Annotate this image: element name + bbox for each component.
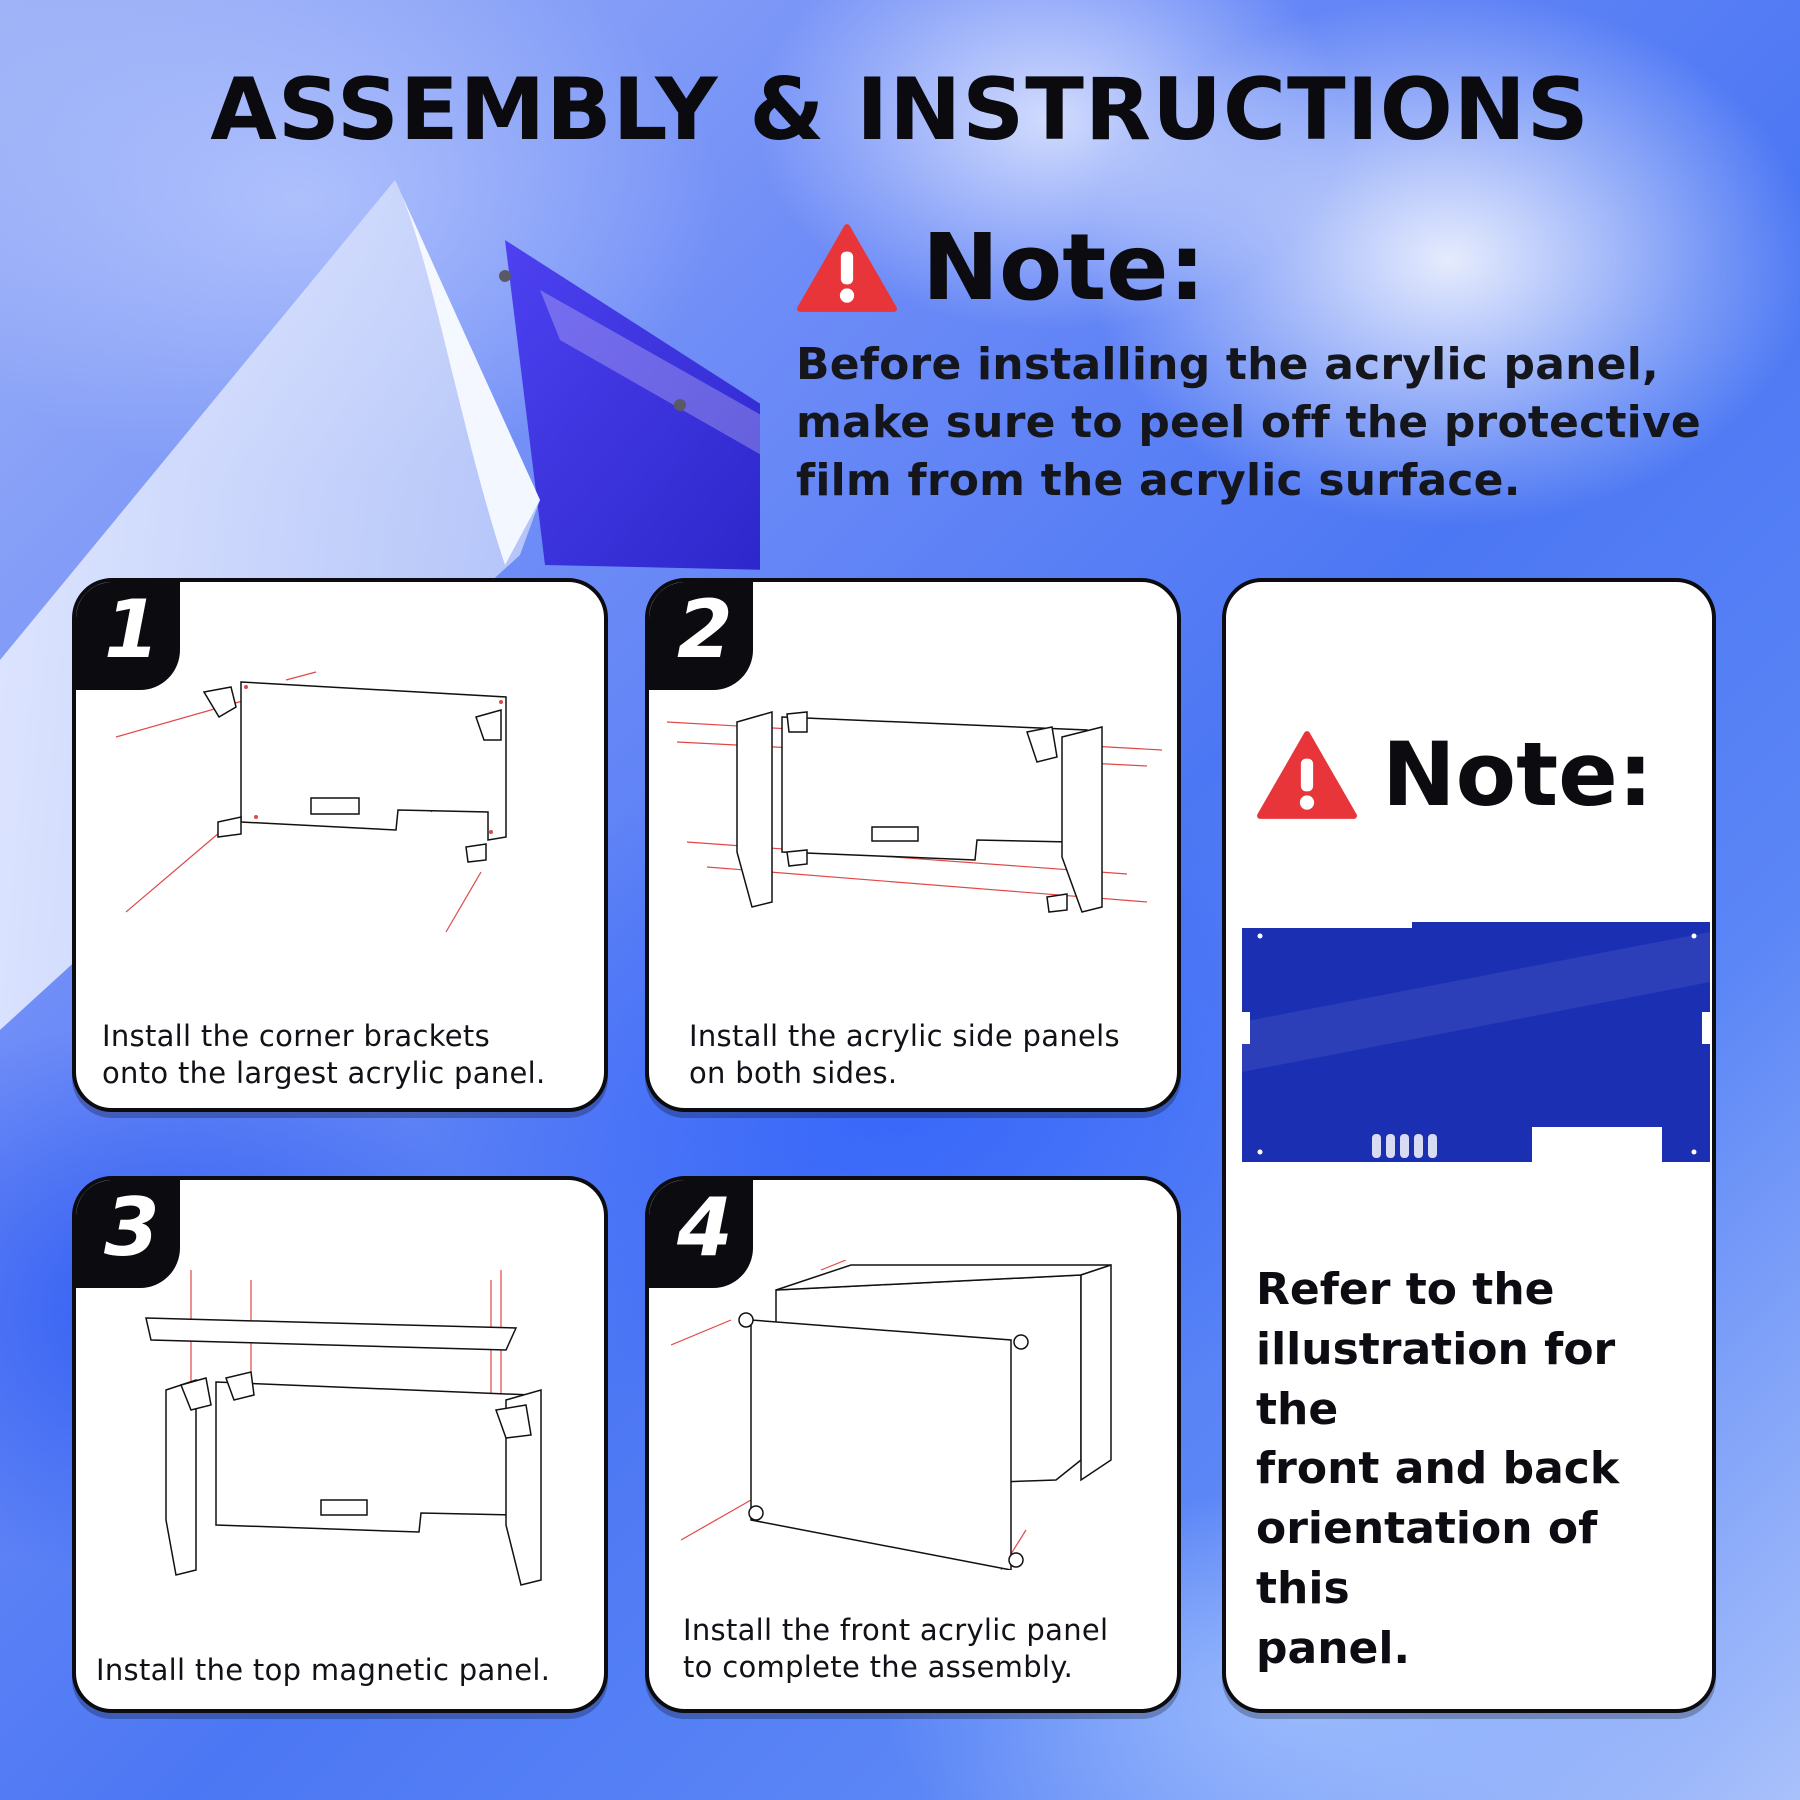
step-caption: Install the front acrylic panel to complete the assembly. [683, 1613, 1109, 1685]
note-section [796, 214, 1756, 510]
step-caption: Install the acrylic side panels on both sides. [689, 1019, 1120, 1091]
step-card-4 [645, 1176, 1181, 1713]
step-card-3 [72, 1176, 608, 1713]
blue-acrylic-panel-illustration [1242, 922, 1710, 1166]
step-card-2 [645, 578, 1181, 1112]
step-3-illustration [136, 1270, 556, 1620]
note-label: Note: [1382, 723, 1654, 826]
step-caption: Install the corner brackets onto the largest acrylic panel. [102, 1019, 546, 1091]
step-number-badge: 1 [76, 582, 180, 690]
orientation-note-card [1222, 578, 1716, 1713]
step-1-illustration [106, 662, 576, 942]
step-number-badge: 3 [76, 1180, 180, 1288]
step-2-illustration [667, 702, 1167, 942]
step-caption: Install the top magnetic panel. [96, 1653, 551, 1687]
warning-triangle-icon [796, 223, 898, 313]
orientation-note-text: Refer to the illustration for the front and back orientation of this panel. [1256, 1264, 1620, 1674]
note-label: Note: [922, 214, 1206, 321]
step-card-1 [72, 578, 608, 1112]
step-number-badge: 4 [649, 1180, 753, 1288]
step-number-badge: 2 [649, 582, 753, 690]
page-title: ASSEMBLY & INSTRUCTIONS [210, 60, 1590, 160]
warning-triangle-icon [1256, 730, 1358, 820]
step-4-illustration [671, 1260, 1161, 1570]
note-text: Before installing the acrylic panel, make sure to peel off the protective film from the acrylic surface. [796, 339, 1701, 507]
